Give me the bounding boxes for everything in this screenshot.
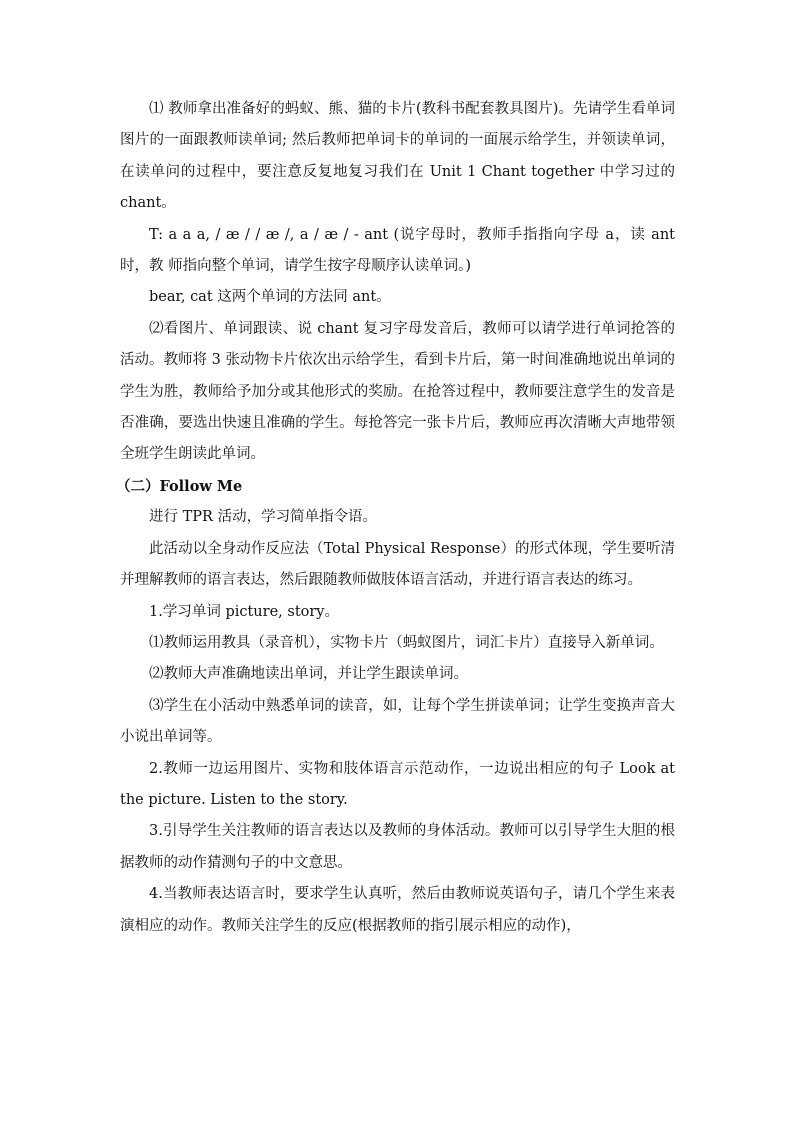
paragraph-step-1: 1.学习单词 picture, story。 [149,603,340,620]
paragraph-step-4: 4.当教师表达语言时，要求学生认真听，然后由教师说英语句子，请几个学生来表演相应的动作。教师关注学生的反应(根据教师的指引展示相应的动作)， [120,886,675,934]
section-heading-follow-me: （二）Follow Me [116,477,243,495]
paragraph-letter-chant: T: a a a, / æ / / æ /, a / æ / - ant (说字母时，教师手指指向字母 a，读 ant 时，教 师指向整个单词，请学生按字母顺序认读单词。) [120,226,675,275]
paragraph-bear-cat: bear, cat 这两个单词的方法同 ant。 [149,289,391,306]
paragraph-step-3: 3.引导学生关注教师的语言表达以及教师的身体活动。教师可以引导学生大胆的根据教师的动作猜测句子的中文意思。 [120,823,675,871]
paragraph-step-2: 2.教师一边运用图片、实物和肢体语言示范动作，一边说出相应的句子 Look at the picture. Listen to the story. [120,760,675,808]
paragraph-flashcard-reading: ⑴ 教师拿出准备好的蚂蚁、熊、猫的卡片(教科书配套教具图片)。先请学生看单词图片的一面跟教师读单词; 然后教师把单词卡的单词的一面展示给学生，并领读单词，在读单问的过程中，要注意反复地复习我们在 Unit 1 Chant together 中学习过的 chant。 [120,101,675,212]
paragraph-tpr-description: 此活动以全身动作反应法（Total Physical Response）的形式体现，学生要听清并理解教师的语言表达，然后跟随教师做肢体语言活动，并进行语言表达的练习。 [120,540,675,589]
paragraph-quick-answer: ⑵看图片、单词跟读、说 chant 复习字母发音后，教师可以请学进行单词抢答的活动。教师将 3 张动物卡片依次出示给学生，看到卡片后，第一时间准确地说出单词的学生为胜，教师给予加分或其他形式的奖励。在抢答过程中，教师要注意学生的发音是否准确，要选出快速且准确的学生。每抢答完一张卡片后，教师应再次清晰大声地带领全班学生朗读此单词。 [120,320,675,463]
paragraph-step-1-3: ⑶学生在小活动中熟悉单词的读音，如，让每个学生拼读单词；让学生变换声音大小说出单词等。 [120,697,675,746]
paragraph-step-1-1: ⑴教师运用教具（录音机），实物卡片（蚂蚁图片，词汇卡片）直接导入新单词。 [149,634,664,651]
paragraph-step-1-2: ⑵教师大声准确地读出单词，并让学生跟读单词。 [149,666,468,683]
paragraph-tpr-intro: 进行 TPR 活动，学习简单指令语。 [149,509,378,526]
document-body [116,94,675,942]
